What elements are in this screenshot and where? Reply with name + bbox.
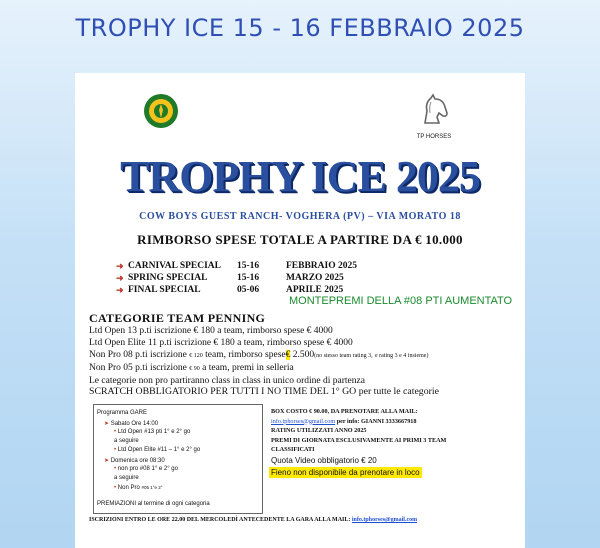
program-item: • Ltd Open Elite #11 – 1° e 2° go [114, 447, 201, 453]
program-day: ➤ Sabato Ore 14:00 [104, 421, 159, 427]
event-name: CARNIVAL SPECIAL [128, 261, 222, 271]
event-flyer [75, 73, 525, 548]
horse-head-icon [417, 93, 451, 127]
category-line: Non Pro 08 p.ti iscrizione € 120 team, rimborso spese€ 2.500(no stesso team rating 3, e rating 3 e 4 insieme) [89, 350, 429, 360]
venue: COW BOYS GUEST RANCH- VOGHERA (PV) – VIA MORATO 18 [139, 211, 461, 222]
rating-line: RATING UTILIZZATI ANNO 2025 [271, 427, 367, 434]
program-day: ➤ Domenica ore 08:30 [104, 458, 165, 464]
event-days: 15-16 [237, 261, 260, 271]
montepremi-note: MONTEPREMI DELLA #08 PTI AUMENTATO [289, 295, 513, 307]
program-item: • non pro #08 1° e 2° go [114, 466, 178, 472]
arrow-bullet-icon: ➜ [116, 273, 124, 283]
iscrizioni-note: ISCRIZIONI ENTRO LE ORE 22.00 DEL MERCOLEDÌ ANTECEDENTE LA GARA ALLA MAIL: info.tphorses@gmail.com [89, 517, 418, 523]
category-line: Ltd Open Elite 11 p.ti iscrizione € 180 a team, rimborso spese € 4000 [89, 338, 353, 348]
categories-title: CATEGORIE TEAM PENNING [89, 311, 266, 325]
program-item: a seguire [114, 438, 139, 444]
program-item: • Ltd Open #13 pti 1° e 2° go [114, 429, 191, 435]
program-item: • Non Pro #05 1°e 2° [114, 485, 163, 491]
program-premiazioni: PREMIAZIONI al termine di ogni categoria [97, 501, 210, 507]
event-days: 15-16 [237, 273, 260, 283]
categories-list [89, 325, 428, 387]
event-month: FEBBRAIO 2025 [286, 261, 357, 271]
info-block [271, 407, 446, 455]
category-line: Ltd Open 13 p.ti iscrizione € 180 a team, rimborso spese € 4000 [89, 326, 333, 336]
event-name: FINAL SPECIAL [128, 285, 201, 295]
scratch-note: SCRATCH OBBLIGATORIO PER TUTTI I NO TIME DEL 1° GO per tutte le categorie [89, 386, 439, 397]
tp-horses-logo [399, 93, 469, 139]
flyer-title: TROPHY ICE 2025 [120, 152, 480, 201]
category-line: Le categorie non pro partiranno class in class in unico ordine di partenza [89, 376, 365, 386]
program-item: a seguire [114, 475, 139, 481]
quota-video: Quota Video obbligatorio € 20 [271, 456, 377, 465]
program-box [93, 404, 263, 514]
email-link[interactable]: info.tphorses@gmail.com [351, 517, 418, 523]
box-cost: BOX COSTO € 90.00, DA PRENOTARE ALLA MAIL: [271, 408, 418, 415]
premi-line: CLASSIFICATI [271, 446, 315, 453]
event-month: MARZO 2025 [286, 273, 344, 283]
event-name: SPRING SPECIAL [128, 273, 208, 283]
rimborso-heading: RIMBORSO SPESE TOTALE A PARTIRE DA € 10.000 [137, 232, 463, 247]
contact-line: info.tphorses@gmail.com per info: GIANNI 3333667918 [271, 417, 417, 425]
email-link[interactable]: info.tphorses@gmail.com [271, 417, 336, 425]
association-seal-icon [143, 93, 179, 129]
arrow-bullet-icon: ➜ [116, 285, 124, 295]
event-month: APRILE 2025 [286, 285, 344, 295]
page-title: TROPHY ICE 15 - 16 FEBBRAIO 2025 [75, 14, 525, 42]
highlight-marker: € [285, 350, 291, 360]
arrow-bullet-icon: ➜ [116, 261, 124, 271]
fieno-note: Fieno non disponibile da prenotare in loco [271, 468, 420, 477]
program-title: Programma GARE [97, 410, 148, 416]
tp-horses-text: TP HORSES [416, 134, 452, 140]
premi-line: PREMI DI GIORNATA ESCLUSIVAMENTE AI PRIMI 3 TEAM [271, 436, 447, 444]
category-line: Non Pro 05 p.ti iscrizione € 90 a team, premi in selleria [89, 363, 294, 373]
event-days: 05-06 [237, 285, 260, 295]
